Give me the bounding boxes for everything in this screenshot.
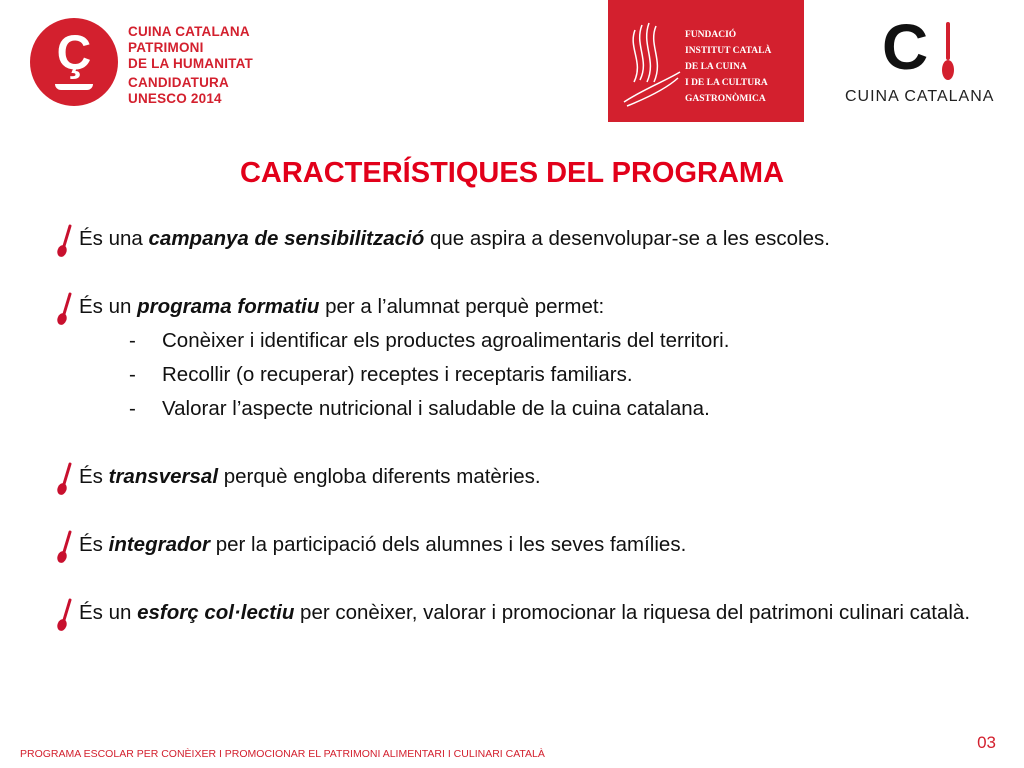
spoon-bullet-icon xyxy=(55,292,73,326)
sub-item: - Valorar l’aspecte nutricional i saludable de la cuina catalana. xyxy=(129,397,710,420)
cuina-catalana-logo: C CUINA CATALANA xyxy=(845,11,995,105)
spoon-bullet-icon xyxy=(55,224,73,258)
spoon-bullet-icon xyxy=(55,462,73,496)
list-item: És una campanya de sensibilització que aspira a desenvolupar-se a les escoles. xyxy=(55,222,997,256)
footer-text: PROGRAMA ESCOLAR PER CONÈIXER I PROMOCIONAR EL PATRIMONI ALIMENTARI I CULINARI CATALÀ xyxy=(20,748,545,760)
list-item: És integrador per la participació dels alumnes i les seves famílies. xyxy=(55,528,997,562)
fundacio-institut-logo: FUNDACIÓ INSTITUT CATALÀ DE LA CUINA I DE LA CULTURA GASTRONÒMICA xyxy=(608,0,804,122)
c-cedilla-logo-icon: Ç xyxy=(30,18,118,106)
spoon-bullet-icon xyxy=(55,598,73,632)
slide-title: CARACTERÍSTIQUES DEL PROGRAMA xyxy=(239,157,785,189)
bullet-list xyxy=(55,222,997,630)
spoon-icon xyxy=(941,22,955,82)
list-item: És un esforç col·lectiu per conèixer, valorar i promocionar la riquesa del patrimoni culinari català. xyxy=(55,596,997,630)
logo-text: CUINA CATALANA PATRIMONI DE LA HUMANITAT CANDIDATURA UNESCO 2014 xyxy=(128,24,253,106)
steam-plate-icon xyxy=(622,20,682,110)
list-item: És un programa formatiu per a l’alumnat perquè permet: - Conèixer i identificar els productes agroalimentaris del territori. - Recollir (o recuperar) receptes i receptaris familiars. - Valorar l’aspecte nutricional i saludable de la cuina catalana. xyxy=(55,290,997,426)
page-number: 03 xyxy=(977,733,996,752)
spoon-bullet-icon xyxy=(55,530,73,564)
list-item: És transversal perquè engloba diferents matèries. xyxy=(55,460,997,494)
sub-item: - Conèixer i identificar els productes agroalimentaris del territori. xyxy=(129,329,730,352)
sub-item: - Recollir (o recuperar) receptes i receptaris familiars. xyxy=(129,363,633,386)
cuina-catalana-unesco-logo xyxy=(30,18,310,113)
